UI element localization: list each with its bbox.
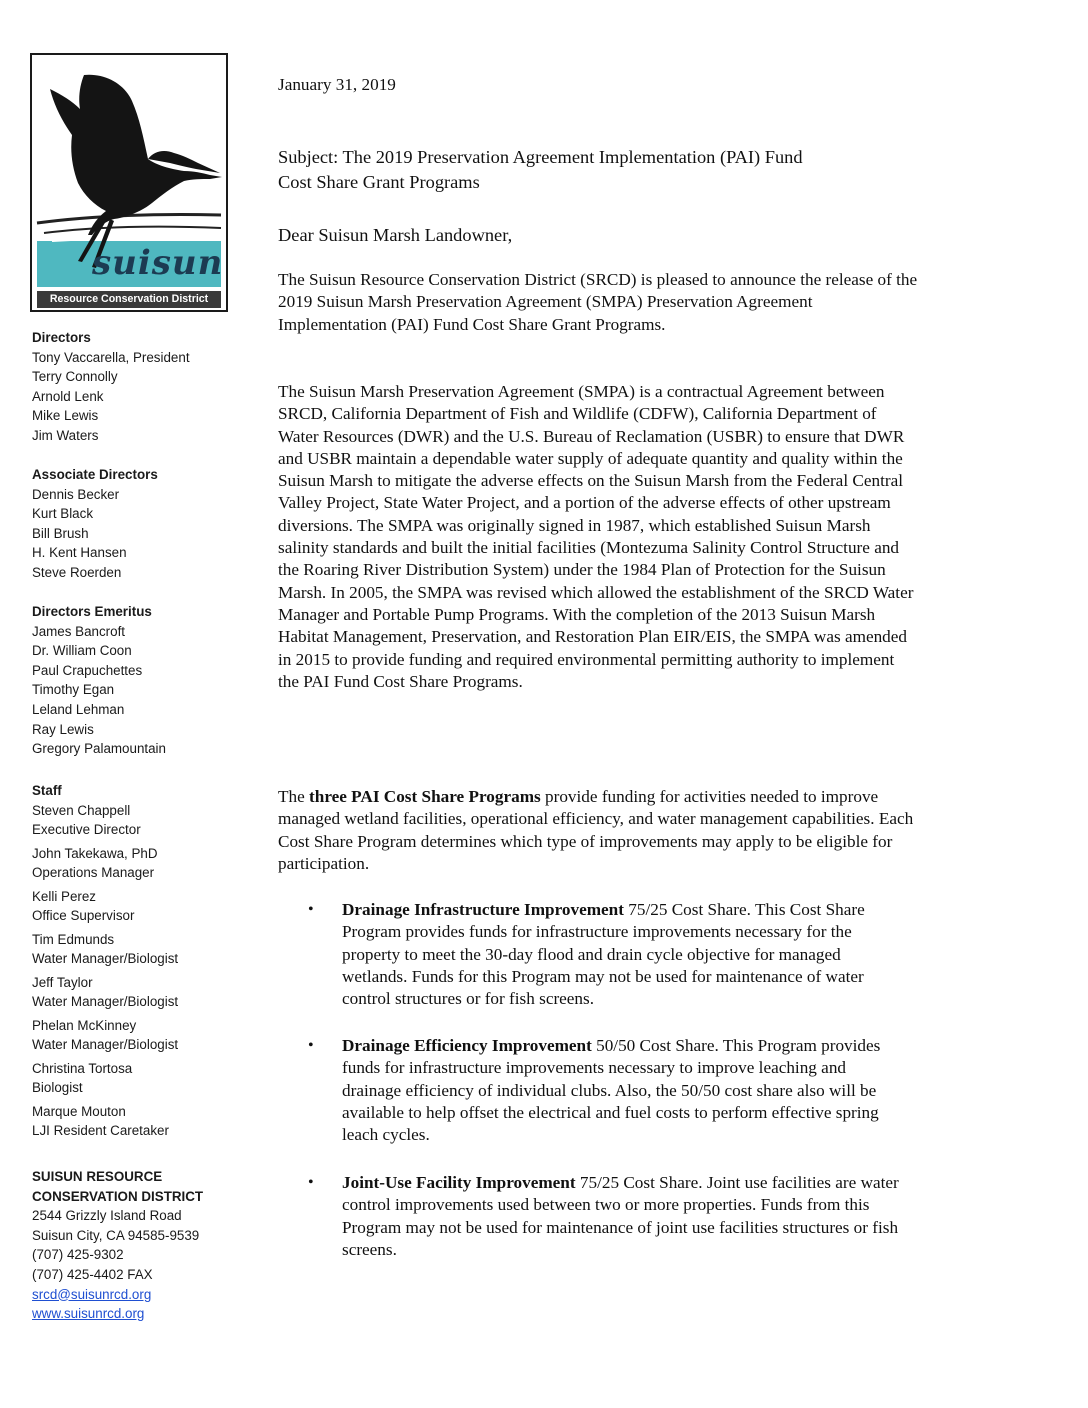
directors-section xyxy=(32,328,232,446)
programs-rest: provide funding for activities needed to improve managed wetland facilities, operational efficiency, and water management capabilities. Each Cost Share Program determines which type of improvements may apply to be eligible for participation. xyxy=(278,787,914,873)
emeritus-name: Dr. William Coon xyxy=(32,643,132,659)
director-name: Jim Waters xyxy=(32,427,99,443)
staff-name: Steven Chappell xyxy=(32,802,131,818)
letter-subject xyxy=(278,145,918,195)
staff-title: LJI Resident Caretaker xyxy=(32,1123,169,1139)
staff-title: Executive Director xyxy=(32,822,141,838)
directors-emeritus-section xyxy=(32,602,232,759)
salutation: Dear Suisun Marsh Landowner, xyxy=(278,225,513,245)
phone-number: (707) 425-9302 xyxy=(32,1247,124,1263)
staff-section xyxy=(32,781,232,1145)
emeritus-name: Timothy Egan xyxy=(32,682,115,698)
staff-name: Tim Edmunds xyxy=(32,931,115,947)
emeritus-name: Ray Lewis xyxy=(32,721,94,737)
bullet-title: Joint-Use Facility Improvement xyxy=(342,1173,576,1192)
staff-title: Water Manager/Biologist xyxy=(32,994,179,1010)
directors-emeritus-heading: Directors Emeritus xyxy=(32,604,152,619)
address-line1: 2544 Grizzly Island Road xyxy=(32,1208,182,1224)
director-name: Terry Connolly xyxy=(32,369,118,385)
staff-name: Christina Tortosa xyxy=(32,1060,133,1076)
emeritus-name: Paul Crapuchettes xyxy=(32,662,143,678)
emeritus-name: Leland Lehman xyxy=(32,701,125,717)
logo-band: Resource Conservation District xyxy=(37,291,221,308)
bullet-text: 50/50 Cost Share. This Program provides funds for infrastructure improvements necessary to improve leaching and drainage efficiency of individual clubs. Also, the 50/50 cost share also will be available to help offset the electrical and fuel costs to perform effective spring leach cycles. xyxy=(342,1036,881,1145)
associate-director-name: Bill Brush xyxy=(32,525,89,541)
bullet-text: 75/25 Cost Share. Joint use facilities are water control improvements used between two or more properties. Funds from this Program may not be used for maintenance of joint use facilities structures or fish screens. xyxy=(342,1173,899,1259)
paragraph-intro: The Suisun Resource Conservation District (SRCD) is pleased to announce the release of the 2019 Suisun Marsh Preservation Agreement (SMPA) Preservation Agreement Implementation (PAI) Fund Cost Share Grant Programs. xyxy=(278,270,918,334)
staff-heading: Staff xyxy=(32,783,62,798)
staff-title: Biologist xyxy=(32,1080,83,1096)
website-link[interactable]: www.suisunrcd.org xyxy=(32,1306,145,1322)
bullet-icon: • xyxy=(308,1174,314,1191)
address-line2: Suisun City, CA 94585-9539 xyxy=(32,1227,200,1243)
director-name: Mike Lewis xyxy=(32,408,99,424)
staff-name: Phelan McKinney xyxy=(32,1017,137,1033)
emeritus-name: Gregory Palamountain xyxy=(32,741,166,757)
staff-title: Office Supervisor xyxy=(32,908,135,924)
staff-title: Water Manager/Biologist xyxy=(32,1037,179,1053)
paragraph-smpa: The Suisun Marsh Preservation Agreement (SMPA) is a contractual Agreement between SRCD, California Department of Fish and Wildlife (CDFW), California Department of Water Resources (DWR) and the U.S. Bureau of Reclamation (USBR) to ensure that DWR and USBR maintain a dependable water supply of adequate quantity and quality within the Suisun Marsh to mitigate the adverse effects on the Suisun Marsh from the Federal Central Valley Project, State Water Project, and a portion of the adverse effects of other upstream diversions. The SMPA was originally signed in 1987, which established Suisun Marsh salinity standards and built the initial facilities (Montezuma Salinity Control Structure and the Roaring River Distribution System) under the 1984 Plan of Protection for the Suisun Marsh. In 2005, the SMPA was revised which allowed the establishment of the SRCD Water Manager and Portable Pump Programs. With the completion of the 2013 Suisun Marsh Habitat Management, Preservation, and Restoration Plan EIR/EIS, the SMPA was amended in 2015 to provide funding and required environmental permitting authority to implement the PAI Fund Cost Share Programs. xyxy=(278,382,914,691)
bullet-text: 75/25 Cost Share. This Cost Share Program provides funds for infrastructure improvements necessary for the property to meet the 30-day flood and drain cycle objective for managed wetlands. Funds for this Program may not be used for maintenance of water control structures or for fish screens. xyxy=(342,900,865,1009)
subject-line2: Cost Share Grant Programs xyxy=(278,172,480,192)
email-link[interactable]: srcd@suisunrcd.org xyxy=(32,1286,152,1302)
srcd-logo xyxy=(30,53,228,312)
programs-bold: three PAI Cost Share Programs xyxy=(309,787,541,806)
staff-title: Water Manager/Biologist xyxy=(32,951,179,967)
fax-number: (707) 425-4402 FAX xyxy=(32,1266,153,1282)
director-name: Arnold Lenk xyxy=(32,388,104,404)
org-name-line2: CONSERVATION DISTRICT xyxy=(32,1188,204,1204)
directors-heading: Directors xyxy=(32,330,91,345)
bullet-title: Drainage Infrastructure Improvement xyxy=(342,900,624,919)
associate-directors-heading: Associate Directors xyxy=(32,467,158,482)
subject-line1: Subject: The 2019 Preservation Agreement Implementation (PAI) Fund xyxy=(278,147,803,167)
contact-section xyxy=(32,1167,232,1324)
bullet-title: Drainage Efficiency Improvement xyxy=(342,1036,592,1055)
associate-director-name: Steve Roerden xyxy=(32,564,122,580)
paragraph-programs xyxy=(278,786,918,875)
org-name-line1: SUISUN RESOURCE xyxy=(32,1169,163,1184)
staff-name: Kelli Perez xyxy=(32,888,97,904)
director-name: Tony Vaccarella, President xyxy=(32,349,190,365)
associate-directors-section xyxy=(32,465,232,583)
logo-wordmark: suisun xyxy=(92,243,224,283)
emeritus-name: James Bancroft xyxy=(32,623,126,639)
associate-director-name: H. Kent Hansen xyxy=(32,545,127,561)
letter-date: January 31, 2019 xyxy=(278,75,396,94)
staff-title: Operations Manager xyxy=(32,865,155,881)
bullet-icon: • xyxy=(308,1037,314,1054)
programs-lead: The xyxy=(278,787,310,806)
bullet-icon: • xyxy=(308,901,314,918)
staff-name: Jeff Taylor xyxy=(32,974,93,990)
associate-director-name: Kurt Black xyxy=(32,506,94,522)
staff-name: Marque Mouton xyxy=(32,1103,126,1119)
associate-director-name: Dennis Becker xyxy=(32,486,120,502)
staff-name: John Takekawa, PhD xyxy=(32,845,158,861)
